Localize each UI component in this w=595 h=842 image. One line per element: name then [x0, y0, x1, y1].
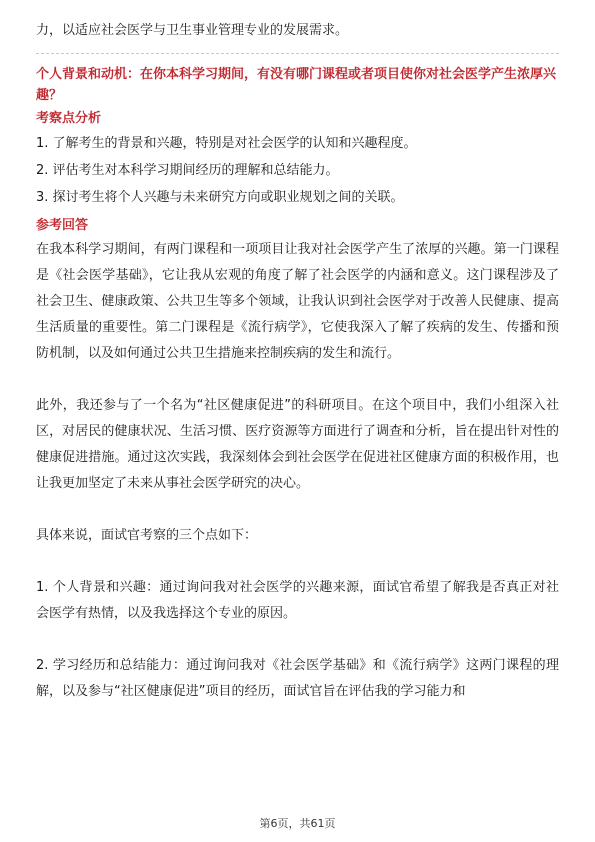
question-heading: 个人背景和动机：在你本科学习期间，有没有哪门课程或者项目使你对社会医学产生浓厚兴趣？ [36, 67, 557, 103]
paragraph-gap [36, 367, 559, 393]
paragraph-gap [36, 497, 559, 523]
answer-paragraph-3: 具体来说，面试官考察的三个点如下： [36, 528, 258, 543]
answer-paragraph-2: 此外，我还参与了一个名为“社区健康促进”的科研项目。在这个项目中，我们小组深入社区，对居民的健康状况、生活习惯、医疗资源等方面进行了调查和分析，旨在提出针对性的健康促进措施。通过这次实践，我深刻体会到社会医学在促进社区健康方面的积极作用，也让我更加坚定了未来从事社会医学研究的决心。 [36, 398, 559, 491]
analysis-title: 考察点分析 [36, 111, 102, 126]
analysis-item-3: 3. 探讨考生将个人兴趣与未来研究方向或职业规划之间的关联。 [36, 190, 404, 205]
section-divider [36, 53, 559, 54]
page-content [36, 18, 559, 705]
paragraph-gap [36, 627, 559, 653]
intro-tail-text: 力，以适应社会医学与卫生事业管理专业的发展需求。 [36, 23, 349, 38]
answer-paragraph-5: 2. 学习经历和总结能力：通过询问我对《社会医学基础》和《流行病学》这两门课程的理解，以及参与“社区健康促进”项目的经历，面试官旨在评估我的学习能力和 [36, 658, 559, 699]
answer-paragraph-1: 在我本科学习期间，有两门课程和一项项目让我对社会医学产生了浓厚的兴趣。第一门课程是《社会医学基础》，它让我从宏观的角度了解了社会医学的内涵和意义。这门课程涉及了社会卫生、健康政策、公共卫生等多个领域，让我认识到社会医学对于改善人民健康、提高生活质量的重要性。第二门课程是《流行病学》，它使我深入了解了疾病的发生、传播和预防机制，以及如何通过公共卫生措施来控制疾病的发生和流行。 [36, 242, 559, 361]
analysis-item-2: 2. 评估考生对本科学习期间经历的理解和总结能力。 [36, 163, 339, 178]
answer-paragraph-4: 1. 个人背景和兴趣：通过询问我对社会医学的兴趣来源，面试官希望了解我是否真正对社会医学有热情，以及我选择这个专业的原因。 [36, 580, 559, 621]
paragraph-gap [36, 549, 559, 575]
answer-title: 参考回答 [36, 218, 89, 233]
page-number-footer: 第6页，共61页 [259, 817, 336, 830]
analysis-item-1: 1. 了解考生的背景和兴趣，特别是对社会医学的认知和兴趣程度。 [36, 136, 417, 151]
